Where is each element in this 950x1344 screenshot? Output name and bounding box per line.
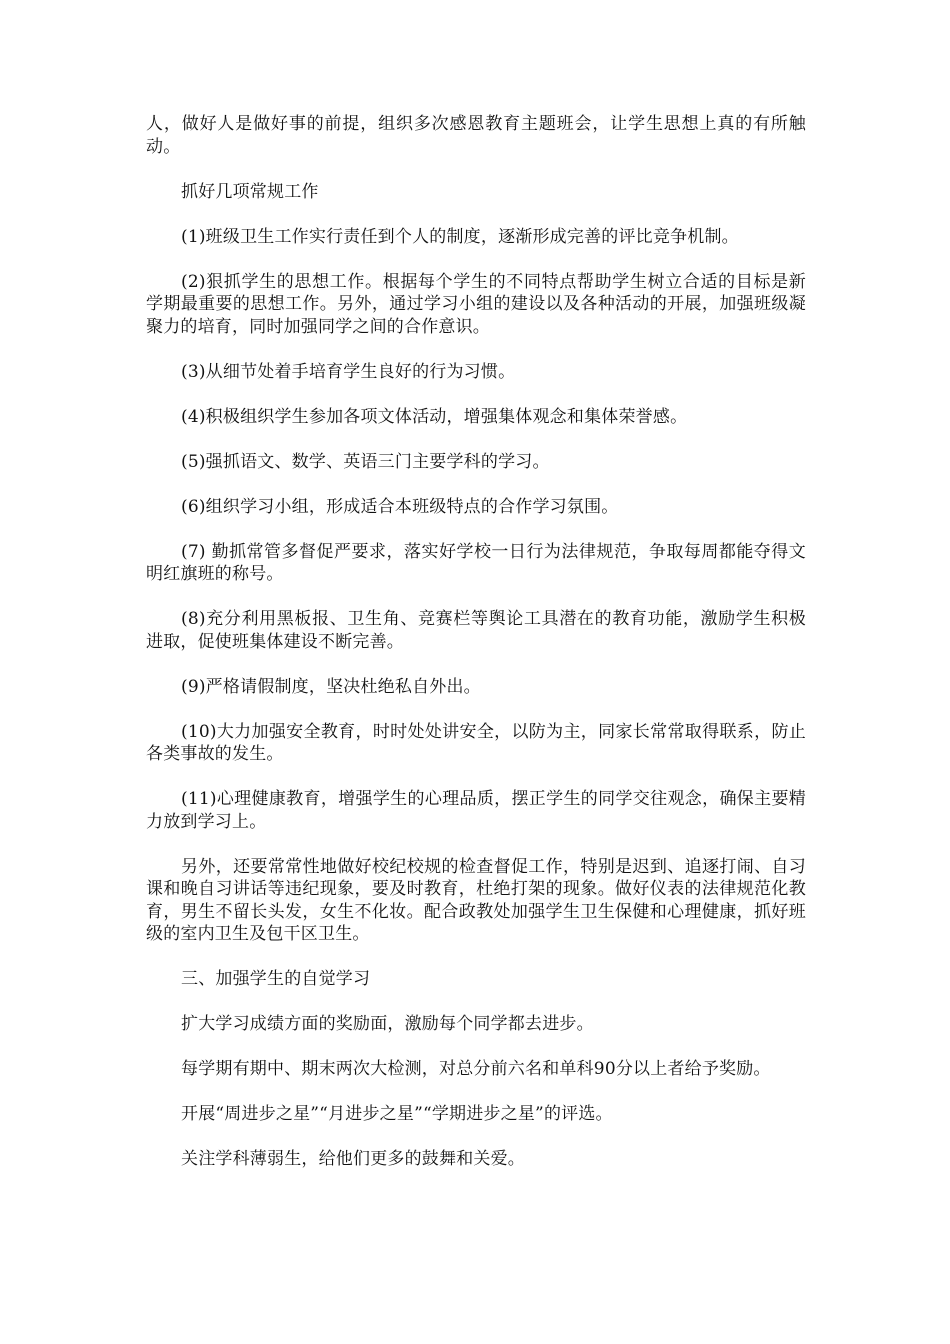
list-item-1: (1)班级卫生工作实行责任到个人的制度，逐渐形成完善的评比竞争机制。 (181, 226, 739, 247)
paragraph-additional: 另外，还要常常性地做好校纪校规的检查督促工作，特别是迟到、追逐打闹、自习课和晚自习讲话等违纪现象，要及时教育，杜绝打架的现象。做好仪表的法律规范化教育，男生不留长头发，女生不化妆。配合政教处加强学生卫生保健和心理健康，抓好班级的室内卫生及包干区卫生。 (146, 856, 806, 944)
list-item-4: (4)积极组织学生参加各项文体活动，增强集体观念和集体荣誉感。 (181, 406, 688, 427)
paragraph-rewards: 扩大学习成绩方面的奖励面，激励每个同学都去进步。 (181, 1014, 594, 1034)
list-item-9: (9)严格请假制度，坚决杜绝私自外出。 (181, 676, 481, 697)
section-heading-self-study: 三、加强学生的自觉学习 (181, 969, 371, 989)
list-item-2: (2)狠抓学生的思想工作。根据每个学生的不同特点帮助学生树立合适的目标是新学期最重要的思想工作。另外，通过学习小组的建设以及各种活动的开展，加强班级凝聚力的培育，同时加强同学之间的合作意识。 (146, 271, 806, 337)
list-item-5: (5)强抓语文、数学、英语三门主要学科的学习。 (181, 451, 550, 472)
list-item-6: (6)组织学习小组，形成适合本班级特点的合作学习氛围。 (181, 496, 619, 517)
list-item-11: (11)心理健康教育，增强学生的心理品质，摆正学生的同学交往观念，确保主要精力放到学习上。 (146, 789, 806, 832)
list-item-3: (3)从细节处着手培育学生良好的行为习惯。 (181, 361, 516, 382)
paragraph-weak-students: 关注学科薄弱生，给他们更多的鼓舞和关爱。 (181, 1149, 525, 1169)
document-page (146, 113, 806, 1193)
paragraph-exams: 每学期有期中、期末两次大检测，对总分前六名和单科90分以上者给予奖励。 (181, 1059, 771, 1079)
paragraph-stars: 开展“周进步之星”“月进步之星”“学期进步之星”的评选。 (181, 1104, 613, 1124)
list-item-8: (8)充分利用黑板报、卫生角、竞赛栏等舆论工具潜在的教育功能，激励学生积极进取，促使班集体建设不断完善。 (146, 609, 806, 652)
section-heading-routine-work: 抓好几项常规工作 (181, 181, 319, 202)
paragraph-continuation: 人，做好人是做好事的前提，组织多次感恩教育主题班会，让学生思想上真的有所触动。 (146, 114, 806, 157)
list-item-10: (10)大力加强安全教育，时时处处讲安全，以防为主，同家长常常取得联系，防止各类事故的发生。 (146, 721, 806, 764)
list-item-7: (7) 勤抓常管多督促严要求，落实好学校一日行为法律规范，争取每周都能夺得文明红旗班的称号。 (146, 541, 806, 584)
